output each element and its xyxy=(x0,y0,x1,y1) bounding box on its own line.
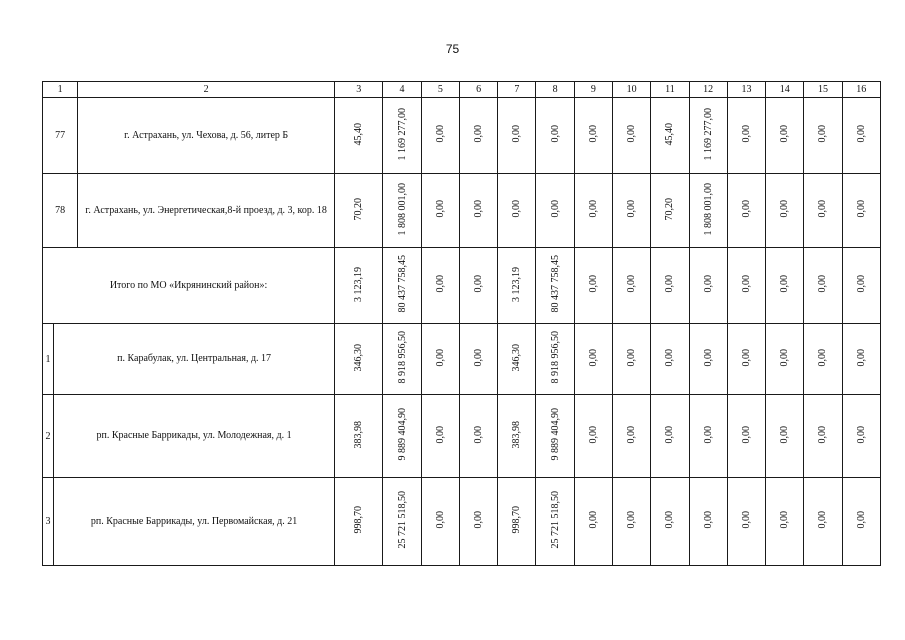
value-cell: 0,00 xyxy=(459,174,497,248)
value-cell: 0,00 xyxy=(766,324,804,395)
value-cell: 0,00 xyxy=(574,248,612,324)
value-cell: 70,20 xyxy=(651,174,689,248)
value-cell: 0,00 xyxy=(613,98,651,174)
value-cell: 0,00 xyxy=(766,174,804,248)
header-cell: 3 xyxy=(335,82,383,98)
value-cell: 0,00 xyxy=(651,248,689,324)
row-number: 78 xyxy=(43,174,78,248)
value-cell: 0,00 xyxy=(689,324,727,395)
value-cell: 25 721 518,50 xyxy=(536,478,574,566)
value-cell: 0,00 xyxy=(613,174,651,248)
value-cell: 0,00 xyxy=(842,174,880,248)
table-row xyxy=(43,98,881,174)
header-cell: 14 xyxy=(766,82,804,98)
value-cell: 0,00 xyxy=(804,395,842,478)
header-cell: 1 xyxy=(43,82,78,98)
row-address: п. Карабулак, ул. Центральная, д. 17 xyxy=(54,324,335,395)
row-number: 1 xyxy=(43,324,54,395)
header-cell: 4 xyxy=(383,82,421,98)
value-cell: 0,00 xyxy=(727,98,765,174)
header-cell: 6 xyxy=(459,82,497,98)
value-cell: 0,00 xyxy=(421,324,459,395)
value-cell: 80 437 758,45 xyxy=(383,248,421,324)
value-cell: 0,00 xyxy=(498,174,536,248)
value-cell: 0,00 xyxy=(727,478,765,566)
value-cell: 0,00 xyxy=(842,98,880,174)
value-cell: 0,00 xyxy=(842,324,880,395)
value-cell: 8 918 956,50 xyxy=(536,324,574,395)
header-row xyxy=(43,82,881,98)
value-cell: 0,00 xyxy=(613,324,651,395)
value-cell: 0,00 xyxy=(766,478,804,566)
value-cell: 1 169 277,00 xyxy=(689,98,727,174)
value-cell: 0,00 xyxy=(842,248,880,324)
header-cell: 16 xyxy=(842,82,880,98)
header-cell: 9 xyxy=(574,82,612,98)
table-row xyxy=(43,174,881,248)
value-cell: 0,00 xyxy=(574,98,612,174)
header-cell: 7 xyxy=(498,82,536,98)
value-cell: 3 123,19 xyxy=(335,248,383,324)
value-cell: 0,00 xyxy=(804,478,842,566)
value-cell: 25 721 518,50 xyxy=(383,478,421,566)
value-cell: 0,00 xyxy=(804,248,842,324)
value-cell: 0,00 xyxy=(766,98,804,174)
value-cell: 0,00 xyxy=(536,174,574,248)
header-cell: 2 xyxy=(78,82,335,98)
value-cell: 3 123,19 xyxy=(498,248,536,324)
value-cell: 0,00 xyxy=(421,248,459,324)
table-row xyxy=(43,324,881,395)
value-cell: 0,00 xyxy=(459,324,497,395)
value-cell: 0,00 xyxy=(766,395,804,478)
value-cell: 0,00 xyxy=(421,98,459,174)
value-cell: 0,00 xyxy=(421,174,459,248)
row-number: 3 xyxy=(43,478,54,566)
value-cell: 0,00 xyxy=(421,478,459,566)
value-cell: 0,00 xyxy=(804,324,842,395)
value-cell: 0,00 xyxy=(613,395,651,478)
value-cell: 346,30 xyxy=(335,324,383,395)
value-cell: 0,00 xyxy=(727,248,765,324)
value-cell: 0,00 xyxy=(651,478,689,566)
value-cell: 0,00 xyxy=(689,395,727,478)
value-cell: 0,00 xyxy=(804,98,842,174)
value-cell: 383,98 xyxy=(335,395,383,478)
value-cell: 0,00 xyxy=(459,395,497,478)
value-cell: 0,00 xyxy=(459,478,497,566)
row-number: 77 xyxy=(43,98,78,174)
value-cell: 0,00 xyxy=(459,98,497,174)
value-cell: 0,00 xyxy=(842,478,880,566)
value-cell: 1 808 001,00 xyxy=(689,174,727,248)
value-cell: 0,00 xyxy=(651,395,689,478)
header-cell: 12 xyxy=(689,82,727,98)
value-cell: 0,00 xyxy=(613,248,651,324)
row-address: рп. Красные Баррикады, ул. Первомайская, д. 21 xyxy=(54,478,335,566)
value-cell: 998,70 xyxy=(498,478,536,566)
value-cell: 45,40 xyxy=(335,98,383,174)
value-cell: 70,20 xyxy=(335,174,383,248)
value-cell: 1 808 001,00 xyxy=(383,174,421,248)
page-number: 75 xyxy=(445,42,460,56)
value-cell: 0,00 xyxy=(498,98,536,174)
header-cell: 8 xyxy=(536,82,574,98)
value-cell: 346,30 xyxy=(498,324,536,395)
value-cell: 0,00 xyxy=(459,248,497,324)
value-cell: 0,00 xyxy=(536,98,574,174)
value-cell: 0,00 xyxy=(689,248,727,324)
value-cell: 0,00 xyxy=(651,324,689,395)
value-cell: 0,00 xyxy=(842,395,880,478)
value-cell: 383,98 xyxy=(498,395,536,478)
row-address: г. Астрахань, ул. Чехова, д. 56, литер Б xyxy=(78,98,335,174)
total-label: Итого по МО «Икрянинский район»: xyxy=(43,248,335,324)
row-address: рп. Красные Баррикады, ул. Молодежная, д. 1 xyxy=(54,395,335,478)
value-cell: 9 889 404,90 xyxy=(536,395,574,478)
value-cell: 9 889 404,90 xyxy=(383,395,421,478)
value-cell: 0,00 xyxy=(613,478,651,566)
data-table xyxy=(42,81,881,566)
value-cell: 0,00 xyxy=(574,174,612,248)
value-cell: 0,00 xyxy=(766,248,804,324)
value-cell: 45,40 xyxy=(651,98,689,174)
header-cell: 10 xyxy=(613,82,651,98)
value-cell: 80 437 758,45 xyxy=(536,248,574,324)
value-cell: 0,00 xyxy=(574,324,612,395)
value-cell: 0,00 xyxy=(804,174,842,248)
value-cell: 0,00 xyxy=(574,395,612,478)
header-cell: 13 xyxy=(727,82,765,98)
value-cell: 1 169 277,00 xyxy=(383,98,421,174)
value-cell: 0,00 xyxy=(727,395,765,478)
value-cell: 0,00 xyxy=(421,395,459,478)
value-cell: 0,00 xyxy=(727,174,765,248)
table-row xyxy=(43,395,881,478)
value-cell: 0,00 xyxy=(727,324,765,395)
row-address: г. Астрахань, ул. Энергетическая,8-й проезд, д. 3, кор. 18 xyxy=(78,174,335,248)
value-cell: 998,70 xyxy=(335,478,383,566)
header-cell: 11 xyxy=(651,82,689,98)
header-cell: 5 xyxy=(421,82,459,98)
value-cell: 0,00 xyxy=(574,478,612,566)
value-cell: 8 918 956,50 xyxy=(383,324,421,395)
value-cell: 0,00 xyxy=(689,478,727,566)
total-row xyxy=(43,248,881,324)
header-cell: 15 xyxy=(804,82,842,98)
table-row xyxy=(43,478,881,566)
row-number: 2 xyxy=(43,395,54,478)
